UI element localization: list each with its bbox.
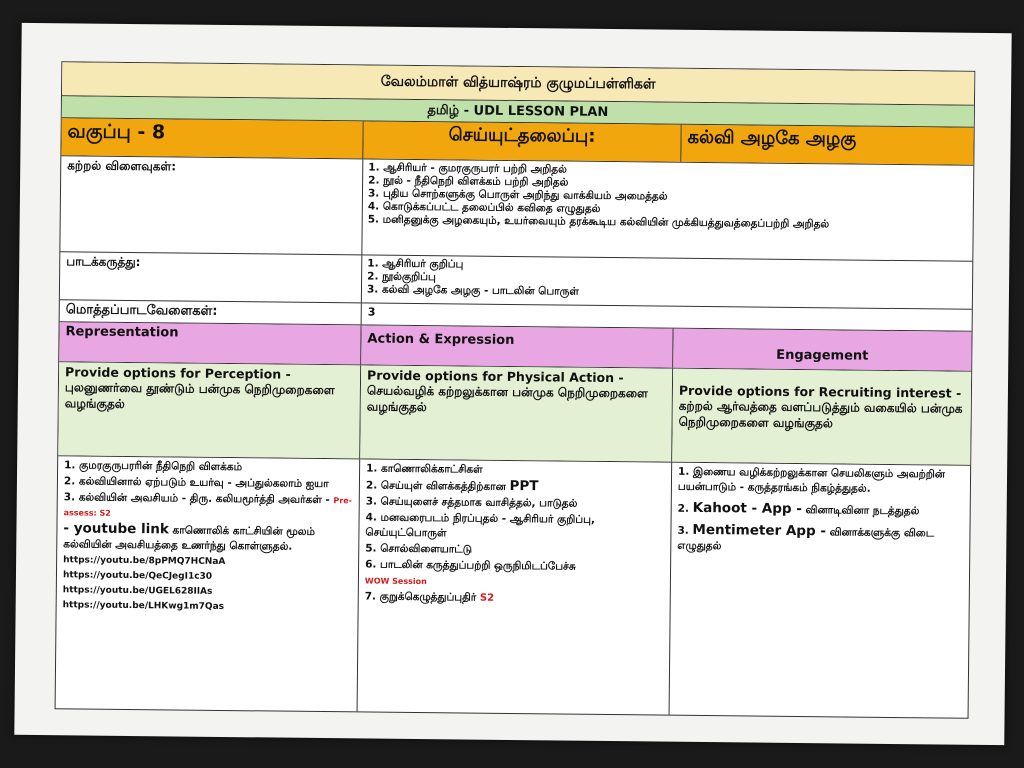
perception-text: புலனுணர்வை தூண்டும் பன்முக நெறிமுறைகளை வழங்குதல்	[64, 380, 335, 411]
list-item: 3. கல்வி அழகே அழகு - பாடலின் பொருள்	[382, 284, 966, 303]
item-text: 7. குறுக்கெழுத்துப்புதிர்	[364, 590, 477, 604]
concepts-list	[362, 255, 972, 308]
activities-row	[56, 456, 971, 718]
monitor-screen	[14, 23, 1011, 745]
list-item: 1. காணொலிக்காட்சிகள்	[366, 462, 483, 476]
subject-value: கல்வி அழகே அழகு	[681, 125, 973, 165]
pre-assess-tag: Pre-assess: S2	[63, 496, 353, 518]
video-link[interactable]: https://youtu.be/8pPMQ7HCNaA	[63, 555, 226, 567]
list-item: 6. பாடலின் கருத்துப்பற்றி ஒருநிமிடப்பேச்சு	[365, 558, 576, 573]
list-item	[678, 501, 964, 520]
kahoot-label: Kahoot - App -	[692, 499, 803, 518]
video-link[interactable]: https://youtu.be/UGEL628IlAs	[62, 585, 213, 597]
provide-options-row	[58, 362, 971, 466]
action-activities	[358, 459, 673, 714]
list-item: 3. செய்யுளைச் சத்தமாக வாசித்தல், பாடுதல்	[365, 495, 578, 510]
s2-tag: S2	[479, 592, 495, 604]
concepts-label: பாடக்கருத்து:	[60, 252, 362, 302]
physical-action-cell	[360, 365, 673, 461]
ppt-label: PPT	[509, 477, 539, 495]
list-item: 5. சொல்விளையாட்டு	[365, 542, 473, 556]
school-name: வேலம்மாள் வித்யாஷ்ரம் குழுமப்பள்ளிகள்	[380, 73, 656, 92]
list-item: 2. நூல்குறிப்பு	[382, 271, 966, 290]
list-item: 5. மனிதனுக்கு அழகையும், உயர்வையும் தரக்கூடிய கல்வியின் முக்கியத்துவத்தைப்பற்றி அறிதல்	[383, 214, 967, 233]
list-item: 1. இணைய வழிக்கற்றலுக்கான செயலிகளும் அவற்றின் பயன்பாடும் - கருத்தரங்கம் நிகழ்த்துதல்.	[677, 465, 946, 495]
list-item	[677, 523, 963, 557]
periods-value: 3	[367, 305, 376, 319]
subject-label: செய்யுட்தலைப்பு:	[363, 121, 681, 161]
list-item: 4. மனவரைபடம் நிரப்புதல் - ஆசிரியர் குறிப்பு, செய்யுட்பொருள்	[365, 511, 596, 540]
perception-cell	[58, 362, 361, 458]
representation-list	[63, 458, 353, 555]
representation-activities	[56, 456, 361, 711]
item-text: 2. செய்யுள் விளக்கத்திற்கான	[365, 479, 506, 493]
action-list	[365, 461, 665, 607]
list-item: 4. கொடுக்கப்பட்ட தலைப்பில் கவிதை எழுதுதல்	[383, 201, 967, 220]
list-item	[365, 589, 664, 607]
heading-action-expression: Action & Expression	[361, 325, 673, 367]
item-text: வினாக்களுக்கு விடை எழுதுதல்	[677, 526, 935, 553]
engagement-activities	[670, 463, 971, 718]
item-text: 3. கல்வியின் அவசியம் - திரு. கலியமூர்த்தி அவர்கள் -	[63, 491, 330, 507]
outcomes-list	[362, 159, 973, 260]
mentimeter-label: Mentimeter App -	[692, 521, 827, 540]
recruiting-interest-title: Provide options for Recruiting interest -	[678, 382, 962, 401]
list-item	[63, 521, 352, 555]
plan-title: தமிழ் - UDL LESSON PLAN	[427, 102, 609, 120]
wow-session-tag: WOW Session	[364, 576, 427, 587]
outcomes-label: கற்றல் விளைவுகள்:	[60, 156, 363, 254]
periods-label: மொத்தப்பாடவேளைகள்:	[60, 300, 362, 324]
heading-representation: Representation	[59, 322, 361, 364]
list-item	[64, 490, 353, 523]
heading-engagement: Engagement	[673, 329, 971, 371]
physical-action-text: செயல்வழிக் கற்றலுக்கான பன்முக நெறிமுறைகளை வழங்குதல்	[366, 383, 648, 415]
item-number: 2.	[677, 502, 690, 515]
list-item: 1. குமரகுருபரரின் நீதிநெறி விளக்கம்	[64, 459, 243, 474]
item-number: 3.	[677, 524, 689, 537]
video-link[interactable]: https://youtu.be/QeCJegI1c30	[62, 570, 213, 582]
list-item: 2. கல்வியினால் ஏற்படும் உயர்வு - அப்துல்கலாம் ஐயா	[63, 475, 329, 491]
list-item: 2. நூல் - நீதிநெறி விளக்கம் பற்றி அறிதல்	[383, 175, 967, 194]
list-item	[366, 477, 665, 496]
lesson-plan-table	[55, 61, 976, 719]
video-link[interactable]: https://youtu.be/LHKwg1m7Qas	[62, 600, 225, 612]
list-item: 1. ஆசிரியர் - குமரகுருபரர் பற்றி அறிதல்	[383, 162, 967, 181]
youtube-link-label: - youtube link	[63, 520, 169, 538]
recruiting-interest-cell	[672, 369, 971, 465]
recruiting-interest-text: கற்றல் ஆர்வத்தை வளப்படுத்தும் வகையில் பன்முக நெறிமுறைகளை வழங்குதல்	[678, 398, 963, 431]
list-item: 1. ஆசிரியர் குறிப்பு	[382, 258, 966, 277]
outcomes-row	[60, 156, 973, 262]
physical-action-title: Provide options for Physical Action -	[367, 367, 624, 386]
engagement-list	[677, 465, 964, 557]
grade-label: வகுப்பு - 8	[61, 118, 363, 158]
item-text: காணொலிக் காட்சியின் மூலம் கல்வியின் அவசியத்தை உணர்ந்து கொள்ளுதல்.	[63, 524, 316, 553]
perception-title: Provide options for Perception -	[65, 364, 291, 382]
list-item: 3. புதிய சொற்களுக்கு பொருள் அறிந்து வாக்கியம் அமைத்தல்	[383, 188, 967, 207]
item-text: வினாடிவினா நடத்துதல்	[801, 504, 920, 518]
